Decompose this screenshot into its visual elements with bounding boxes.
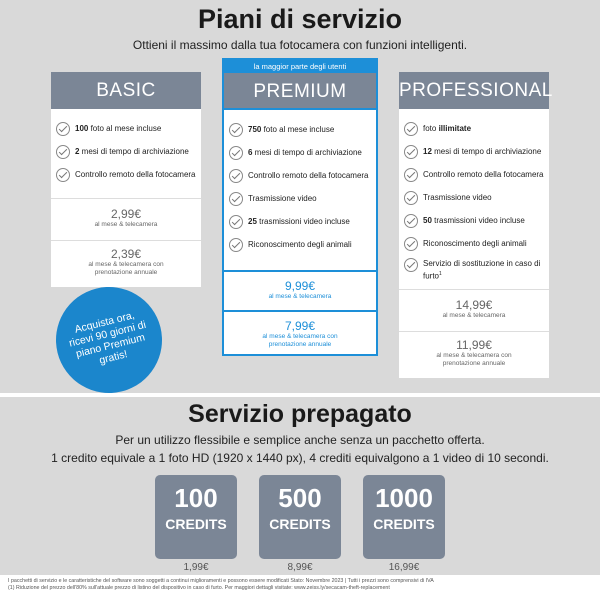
feature-item: Trasmissione video — [399, 186, 549, 209]
feature-item: Controllo remoto della fotocamera — [51, 163, 201, 186]
prepaid-line1: Per un utilizzo flessibile e semplice anche senza un pacchetto offerta. — [115, 433, 485, 447]
plan-ribbon-premium: la maggior parte degli utenti — [224, 60, 376, 73]
feature-list-professional — [399, 109, 549, 285]
plan-card-premium — [222, 58, 378, 356]
page-subtitle: Ottieni il massimo dalla tua fotocamera con funzioni intelligenti. — [132, 38, 468, 52]
check-icon — [56, 122, 70, 136]
feature-list-basic — [51, 109, 201, 186]
check-icon — [404, 145, 418, 159]
plan-card-professional — [399, 72, 553, 378]
feature-item: 750 foto al mese incluse — [224, 118, 376, 141]
credit-price-1000: 16,99€ — [388, 562, 420, 573]
feature-item: Riconoscimento degli animali — [224, 233, 376, 256]
credit-pack-1000[interactable]: 1000 CREDITS — [363, 475, 445, 559]
price-monthly-basic: 2,99€ al mese & telecamera — [51, 198, 201, 240]
feature-item: 50 trasmissioni video incluse — [399, 209, 549, 232]
plan-name-professional: PROFESSIONAL — [399, 72, 549, 109]
check-icon — [404, 237, 418, 251]
feature-item: Riconoscimento degli animali — [399, 232, 549, 255]
price-annual-basic: 2,39€ al mese & telecamera con prenotazione annuale — [51, 240, 201, 286]
check-icon — [229, 192, 243, 206]
credit-pack-500[interactable]: 500 CREDITS — [259, 475, 341, 559]
check-icon — [229, 146, 243, 160]
credit-price-500: 8,99€ — [287, 562, 313, 573]
feature-item: 25 trasmissioni video incluse — [224, 210, 376, 233]
price-annual-professional: 11,99€ al mese & telecamera con prenotazione annuale — [399, 331, 549, 377]
prepaid-title: Servizio prepagato — [188, 400, 412, 428]
plan-card-basic — [51, 72, 201, 287]
check-icon — [404, 122, 418, 136]
footer-line-2: (1) Riduzione del prezzo dell'80% sull'attuale prezzo di listino del dispositivo in caso di furto. Per maggiori dettagli visitate: www.zeiss.ly/secacam-theft-replacement — [8, 585, 390, 591]
feature-item: Servizio di sostituzione in caso di furto$^1$ — [399, 255, 549, 285]
check-icon — [229, 215, 243, 229]
feature-item: Controllo remoto della fotocamera — [399, 163, 549, 186]
feature-item: 100 foto al mese incluse — [51, 117, 201, 140]
check-icon — [404, 168, 418, 182]
plan-name-premium: PREMIUM — [224, 73, 376, 110]
check-icon — [404, 214, 418, 228]
footer-notes — [8, 578, 598, 592]
check-icon — [56, 145, 70, 159]
check-icon — [229, 238, 243, 252]
credit-price-100: 1,99€ — [183, 562, 209, 573]
price-monthly-professional: 14,99€ al mese & telecamera — [399, 289, 549, 331]
check-icon — [404, 258, 418, 272]
feature-item: foto illimitate — [399, 117, 549, 140]
check-icon — [229, 123, 243, 137]
feature-list-premium — [224, 110, 376, 256]
prepaid-line2: 1 credito equivale a 1 foto HD (1920 x 1440 px), 4 crediti equivalgono a 1 video di 10 secondi. — [51, 451, 549, 465]
plan-name-basic: BASIC — [51, 72, 201, 109]
feature-item: 6 mesi di tempo di archiviazione — [224, 141, 376, 164]
check-icon — [404, 191, 418, 205]
promo-badge: Acquista ora, ricevi 90 giorni di piano Premium gratis! — [45, 276, 173, 404]
check-icon — [229, 169, 243, 183]
credit-pack-100[interactable]: 100 CREDITS — [155, 475, 237, 559]
feature-item: 2 mesi di tempo di archiviazione — [51, 140, 201, 163]
check-icon — [56, 168, 70, 182]
feature-item: Controllo remoto della fotocamera — [224, 164, 376, 187]
footer-line-1: I pacchetti di servizio e le caratteristiche del software sono soggetti a continui miglioramenti e possono essere modificati Stato: Novembre 2023 | Tutti i prezzi sono comprensivi di IVA — [8, 578, 434, 584]
price-annual-premium: 7,99€ al mese & telecamera con prenotazione annuale — [224, 310, 376, 356]
price-monthly-premium: 9,99€ al mese & telecamera — [224, 270, 376, 310]
page-title: Piani di servizio — [197, 4, 403, 34]
feature-item: Trasmissione video — [224, 187, 376, 210]
feature-item: 12 mesi di tempo di archiviazione — [399, 140, 549, 163]
